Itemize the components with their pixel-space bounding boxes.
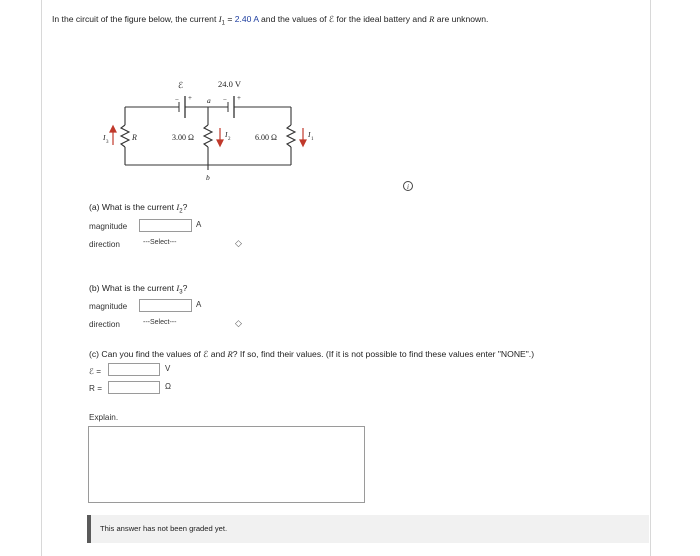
- chevron-updown-icon: ◇: [235, 238, 242, 248]
- part-a-question: (a) What is the current $I_2$?: [89, 202, 188, 215]
- part-c-question: (c) Can you find the values of ℰ and R? If so, find their values. (If it is not possible to find these values enter "NONE".): [89, 349, 535, 359]
- I2-sub: 2: [228, 137, 231, 142]
- I3-label: I: [103, 133, 106, 142]
- part-b-magnitude-input[interactable]: [139, 299, 192, 312]
- part-c-emf-label: ℰ =: [89, 367, 102, 376]
- part-a-magnitude-input[interactable]: [139, 219, 192, 232]
- I1-arrow-head: [300, 140, 306, 146]
- circuit-diagram: [100, 70, 330, 190]
- resistor-6ohm: [287, 125, 295, 147]
- given-current-value: 2.40 A: [234, 14, 259, 24]
- content-right-border: [650, 0, 651, 556]
- info-icon[interactable]: i: [403, 181, 413, 191]
- part-a-direction-select[interactable]: ---Select--- ◇: [143, 238, 242, 248]
- part-b-direction-label: direction: [89, 320, 120, 329]
- part-c-emf-input[interactable]: [108, 363, 160, 376]
- grading-status-text: This answer has not been graded yet.: [100, 524, 228, 533]
- I2-arrow-head: [217, 140, 223, 146]
- resistor-3ohm: [204, 125, 212, 147]
- content-left-border: [41, 0, 42, 556]
- part-c-emf-unit: V: [165, 364, 171, 373]
- resistor-3ohm-label: 3.00 Ω: [172, 133, 194, 142]
- part-b-question: (b) What is the current $I_3$?: [89, 283, 188, 296]
- part-a-magnitude-label: magnitude: [89, 222, 128, 231]
- battery-e-plus: +: [188, 94, 192, 102]
- part-c-R-unit: Ω: [165, 382, 171, 391]
- chevron-updown-icon: ◇: [235, 318, 242, 328]
- battery-24v-label: 24.0 V: [218, 79, 241, 89]
- explain-label: Explain.: [89, 413, 119, 422]
- battery-e-minus: −: [175, 96, 179, 104]
- grading-status-banner: [87, 515, 649, 543]
- problem-statement: In the circuit of the figure below, the current $I_1 = 2.40$ A and the values of ℰ for the ideal battery and R are unknown.: [52, 14, 489, 27]
- part-a-direction-label: direction: [89, 240, 120, 249]
- battery-24-plus: +: [237, 94, 241, 102]
- explain-textarea[interactable]: [88, 426, 365, 503]
- I2-label: I: [225, 130, 228, 139]
- part-b-magnitude-label: magnitude: [89, 302, 128, 311]
- I1-sub: 1: [311, 137, 314, 142]
- node-b-label: b: [206, 173, 210, 182]
- part-b-unit: A: [196, 300, 202, 309]
- I1-label: I: [308, 130, 311, 139]
- part-b-direction-select[interactable]: ---Select--- ◇: [143, 318, 242, 328]
- part-c-R-label: R =: [89, 384, 102, 393]
- resistor-6ohm-label: 6.00 Ω: [255, 133, 277, 142]
- emf-label: ℰ: [178, 80, 184, 90]
- I3-arrow-head: [110, 126, 116, 132]
- part-a-unit: A: [196, 220, 202, 229]
- resistor-R-label: R: [132, 133, 137, 142]
- part-c-R-input[interactable]: [108, 381, 160, 394]
- I3-sub: 3: [106, 140, 109, 145]
- node-a-label: a: [207, 96, 211, 105]
- resistor-R: [121, 125, 129, 147]
- battery-24-minus: −: [223, 96, 227, 104]
